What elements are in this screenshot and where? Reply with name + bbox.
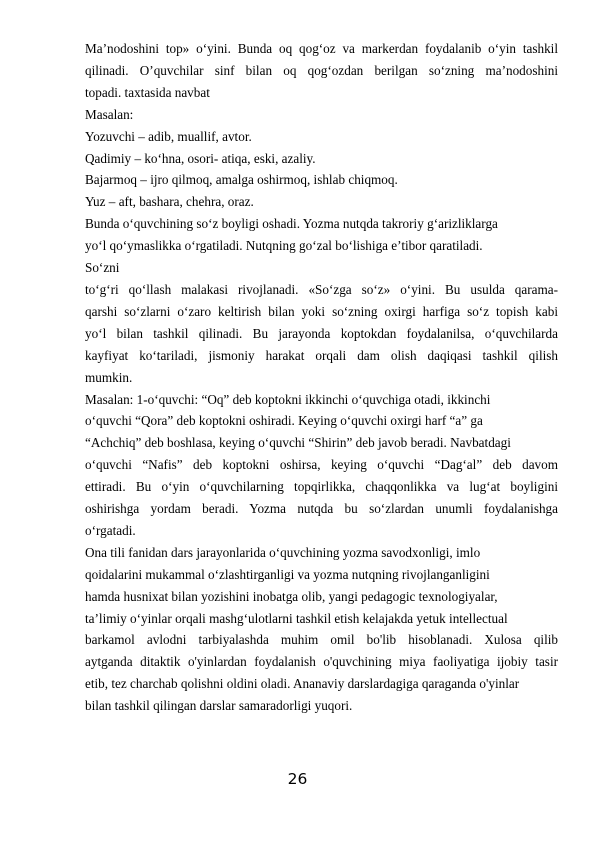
text-line: oshirishga yordam beradi. Yozma nutqda bu so‘zlardan unumli foydalanishga [85, 501, 558, 517]
page-number: 26 [287, 770, 308, 788]
text-line: Masalan: [85, 106, 134, 122]
text-line: qoidalarini mukammal o‘zlashtirganligi va yozma nutqning rivojlanganligini [85, 566, 490, 582]
text-line: “Achchiq” deb boshlasa, keying o‘quvchi “Shirin” deb javob beradi. Navbatdagi [85, 435, 511, 451]
text-line: Bajarmoq – ijro qilmoq, amalga oshirmoq, ishlab chiqmoq. [85, 172, 398, 188]
text-line: yo‘l bilan tashkil qilinadi. Bu jarayonda koptokdan foydalanilsa, o‘quvchilarda [85, 325, 558, 341]
text-line: yo‘l qo‘ymaslikka o‘rgatiladi. Nutqning go‘zal bo‘lishiga e’tibor qaratiladi. [85, 238, 483, 254]
text-line: topadi. taxtasida navbat [85, 84, 210, 100]
text-line: etib, tez charchab qolishni oldini oladi. Ananaviy darslardagiga qaraganda o'yinlar [85, 676, 520, 692]
text-line: barkamol avlodni tarbiyalashda muhim omil bo'lib hisoblanadi. Xulosa qilib [85, 632, 558, 648]
text-line: to‘g‘ri qo‘llash malakasi rivojlanadi. «So‘zga so‘z» o‘yini. Bu usulda qarama- [85, 281, 558, 297]
text-line: qarshi so‘zlarni o‘zaro keltirish bilan yoki so‘zning oxirgi harfiga so‘z topish kabi [85, 303, 558, 319]
text-line: o‘rgatadi. [85, 522, 136, 538]
text-line: Bunda o‘quvchining so‘z boyligi oshadi. Yozma nutqda takroriy g‘arizliklarga [85, 216, 498, 232]
text-line: aytganda ditaktik o'yinlardan foydalanish o'quvchining miya faoliyatiga ijobiy tasir [85, 654, 558, 670]
text-line: o‘quvchi “Nafis” deb koptokni oshirsa, keying o‘quvchi “Dag‘al” deb davom [85, 457, 558, 473]
text-line: Masalan: 1-o‘quvchi: “Oq” deb koptokni ikkinchi o‘quvchiga otadi, ikkinchi [85, 391, 491, 407]
text-line: Yuz – aft, bashara, chehra, oraz. [85, 194, 254, 210]
text-line: hamda husnixat bilan yozishini inobatga olib, yangi pedagogic texnologiyalar, [85, 588, 498, 604]
text-line: kayfiyat ko‘tariladi, jismoniy harakat orqali dam olish daqiqasi tashkil qilish [85, 347, 558, 363]
text-line: Qadimiy – ko‘hna, osori- atiqa, eski, azaliy. [85, 150, 316, 166]
text-line: ta’limiy o‘yinlar orqali mashg‘ulotlarni tashkil etish kelajakda yetuk intellectual [85, 610, 508, 626]
text-line: So‘zni [85, 260, 120, 276]
text-line: ettiradi. Bu o‘yin o‘quvchilarning topqirlikka, chaqqonlikka va lug‘at boyligini [85, 479, 558, 495]
text-line: bilan tashkil qilingan darslar samaradorligi yuqori. [85, 698, 353, 714]
text-line: qilinadi. O’quvchilar sinf bilan oq qog‘ozdan berilgan so‘zning ma’nodoshini [85, 62, 558, 78]
text-line: Ona tili fanidan dars jarayonlarida o‘quvchining yozma savodxonligi, imlo [85, 544, 481, 560]
document-body [85, 38, 558, 717]
text-line: mumkin. [85, 369, 133, 385]
text-line: Ma’nodoshini top» o‘yini. Bunda oq qog‘oz va markerdan foydalanib o‘yin tashkil [85, 41, 558, 56]
text-line: Yozuvchi – adib, muallif, avtor. [85, 128, 252, 144]
text-line: o‘quvchi “Qora” deb koptokni oshiradi. Keying o‘quvchi oxirgi harf “a” ga [85, 413, 483, 429]
